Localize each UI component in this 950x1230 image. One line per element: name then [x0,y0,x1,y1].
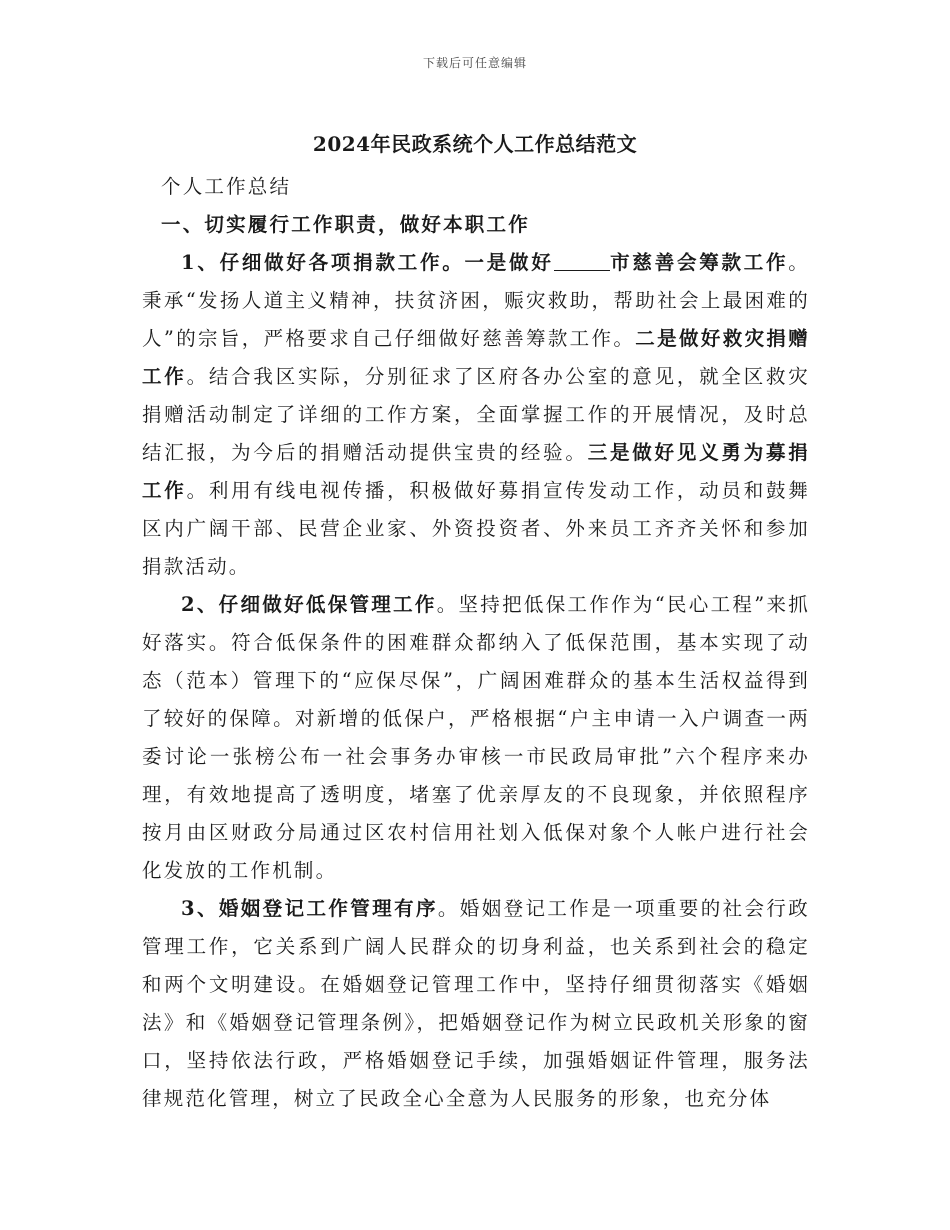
paragraph-lead: 1、仔细做好各项捐款工作。 [181,251,465,274]
paragraph-low-income-management [142,586,810,890]
document-body [142,168,810,1118]
document-subtitle: 个人工作总结 [161,175,292,198]
bold-phrase: 一是做好 [464,251,554,274]
paragraph-marriage-registration [142,890,810,1118]
paragraph-text: 。利用有线电视传播，积极做好募捐宣传发动工作，动员和鼓舞区内广阔干部、民营企业家、外资投资者、外来员工齐齐关怀和参加捐款活动。 [142,479,810,578]
bold-phrase: 三是做好见义勇为募捐工作 [142,441,810,502]
section-heading-1: 一、切实履行工作职责，做好本职工作 [161,213,530,236]
bold-phrase: 二是做好救灾捐赠工作 [142,327,810,388]
bold-phrase: 市慈善会筹款工作 [609,251,789,274]
paragraph-text: 。婚姻登记工作是一项重要的社会行政管理工作，它关系到广阔人民群众的切身利益，也关系到社会的稳定和两个文明建设。在婚姻登记管理工作中，坚持仔细贯彻落实《婚姻法》和《婚姻登记管理条例》，把婚姻登记作为树立民政机关形象的窗口，坚持依法行政，严格婚姻登记手续，加强婚姻证件管理，服务法律规范化管理，树立了民政全心全意为人民服务的形象，也充分体 [142,897,811,1110]
paragraph-text: 。秉承“发扬人道主义精神，扶贫济困，赈灾救助，帮助社会上最困难的人”的宗旨，严格要求自己仔细做好慈善筹款工作。 [142,251,810,350]
header-note: 下载后可任意编辑 [422,56,527,70]
paragraph-lead: 2、仔细做好低保管理工作 [181,593,437,616]
document-title: 2024年民政系统个人工作总结范文 [312,132,638,156]
paragraph-donation-work [142,244,810,586]
paragraph-lead: 3、婚姻登记工作管理有序 [181,897,438,920]
fill-blank [554,252,610,271]
paragraph-text: 。结合我区实际，分别征求了区府各办公室的意见，就全区救灾捐赠活动制定了详细的工作方案，全面掌握工作的开展情况，及时总结汇报，为今后的捐赠活动提供宝贵的经验。 [142,365,810,464]
paragraph-text: 。坚持把低保工作作为“民心工程”来抓好落实。符合低保条件的困难群众都纳入了低保范围，基本实现了动态（范本）管理下的“应保尽保”，广阔困难群众的基本生活权益得到了较好的保障。对新增的低保户，严格根据“户主申请一入户调查一两委讨论一张榜公布一社会事务办审核一市民政局审批”六个程序来办理，有效地提高了透明度，堵塞了优亲厚友的不良现象，并依照程序按月由区财政分局通过区农村信用社划入低保对象个人帐户进行社会化发放的工作机制。 [142,593,810,882]
